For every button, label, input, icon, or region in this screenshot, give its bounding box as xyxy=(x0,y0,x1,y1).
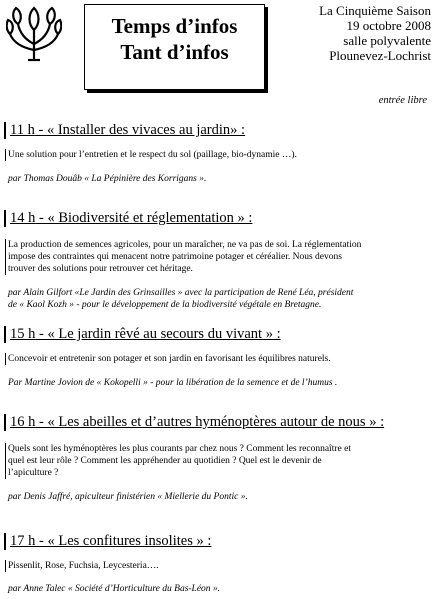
session-16h xyxy=(4,414,434,503)
session-15h xyxy=(4,326,434,389)
session-heading: 11 h - « Installer des vivaces au jardin» : xyxy=(4,122,434,139)
session-heading: 17 h - « Les confitures insolites » : xyxy=(4,533,434,550)
title-line-2: Tant d’infos xyxy=(120,40,229,64)
venue-hall: salle polyvalente xyxy=(343,33,431,48)
session-speaker: par Denis Jaffré, apiculteur finistérien « Miellerie du Pontic ». xyxy=(8,492,248,502)
title-line-1: Temps d’infos xyxy=(111,14,238,38)
session-description: Quels sont les hyménoptères les plus courants par chez nous ? Comment les reconnaître et quel est leur rôle ? Comment les appréhender au quotidien ? Quel est le devenir de l’apiculture ? xyxy=(5,443,434,479)
title-box xyxy=(84,4,265,90)
venue-name: La Cinquième Saison xyxy=(319,3,431,18)
session-speaker: par Anne Talec « Société d’Horticulture du Bas-Léon ». xyxy=(8,584,221,594)
session-speaker: Par Martine Jovion de « Kokopelli » - pour la libération de la semence et de l’humus . xyxy=(8,378,338,388)
session-description: Concevoir et entretenir son potager et son jardin en favorisant les équilibres naturels. xyxy=(5,353,434,365)
session-heading: 16 h - « Les abeilles et d’autres hyménoptères autour de nous » : xyxy=(4,414,434,431)
session-heading: 14 h - « Biodiversité et réglementation » : xyxy=(4,210,434,227)
event-date: 19 octobre 2008 xyxy=(346,18,431,33)
session-speaker: par Alain Gilfort «Le Jardin des Grinsailles » avec la participation de René Léa, président de « Kaol Kozh » - pour le développement de la biodiversité végétale en Bretagne. xyxy=(8,288,354,310)
session-speaker: par Thomas Douâb « La Pépinière des Korrigans ». xyxy=(8,174,207,184)
entry-note: entrée libre xyxy=(378,95,427,106)
session-heading: 15 h - « Le jardin rêvé au secours du vivant » : xyxy=(4,326,434,343)
tree-logo-icon xyxy=(6,4,62,62)
session-17h xyxy=(4,533,434,595)
session-11h xyxy=(4,122,434,185)
session-description: La production de semences agricoles, pour un maraîcher, ne va pas de soi. La réglementation impose des contraintes qui menacent notre patrimoine potager et céréalier. Nous devons trouver des solutions pour retrouver cet héritage. xyxy=(5,239,434,275)
session-description: Pissenlit, Rose, Fuchsia, Leycesteria…. xyxy=(5,560,434,572)
session-14h xyxy=(4,210,434,311)
venue-town: Plounevez-Lochrist xyxy=(329,48,431,63)
venue-info xyxy=(281,3,431,63)
session-description: Une solution pour l’entretien et le respect du sol (paillage, bio-dynamie …). xyxy=(5,149,434,161)
